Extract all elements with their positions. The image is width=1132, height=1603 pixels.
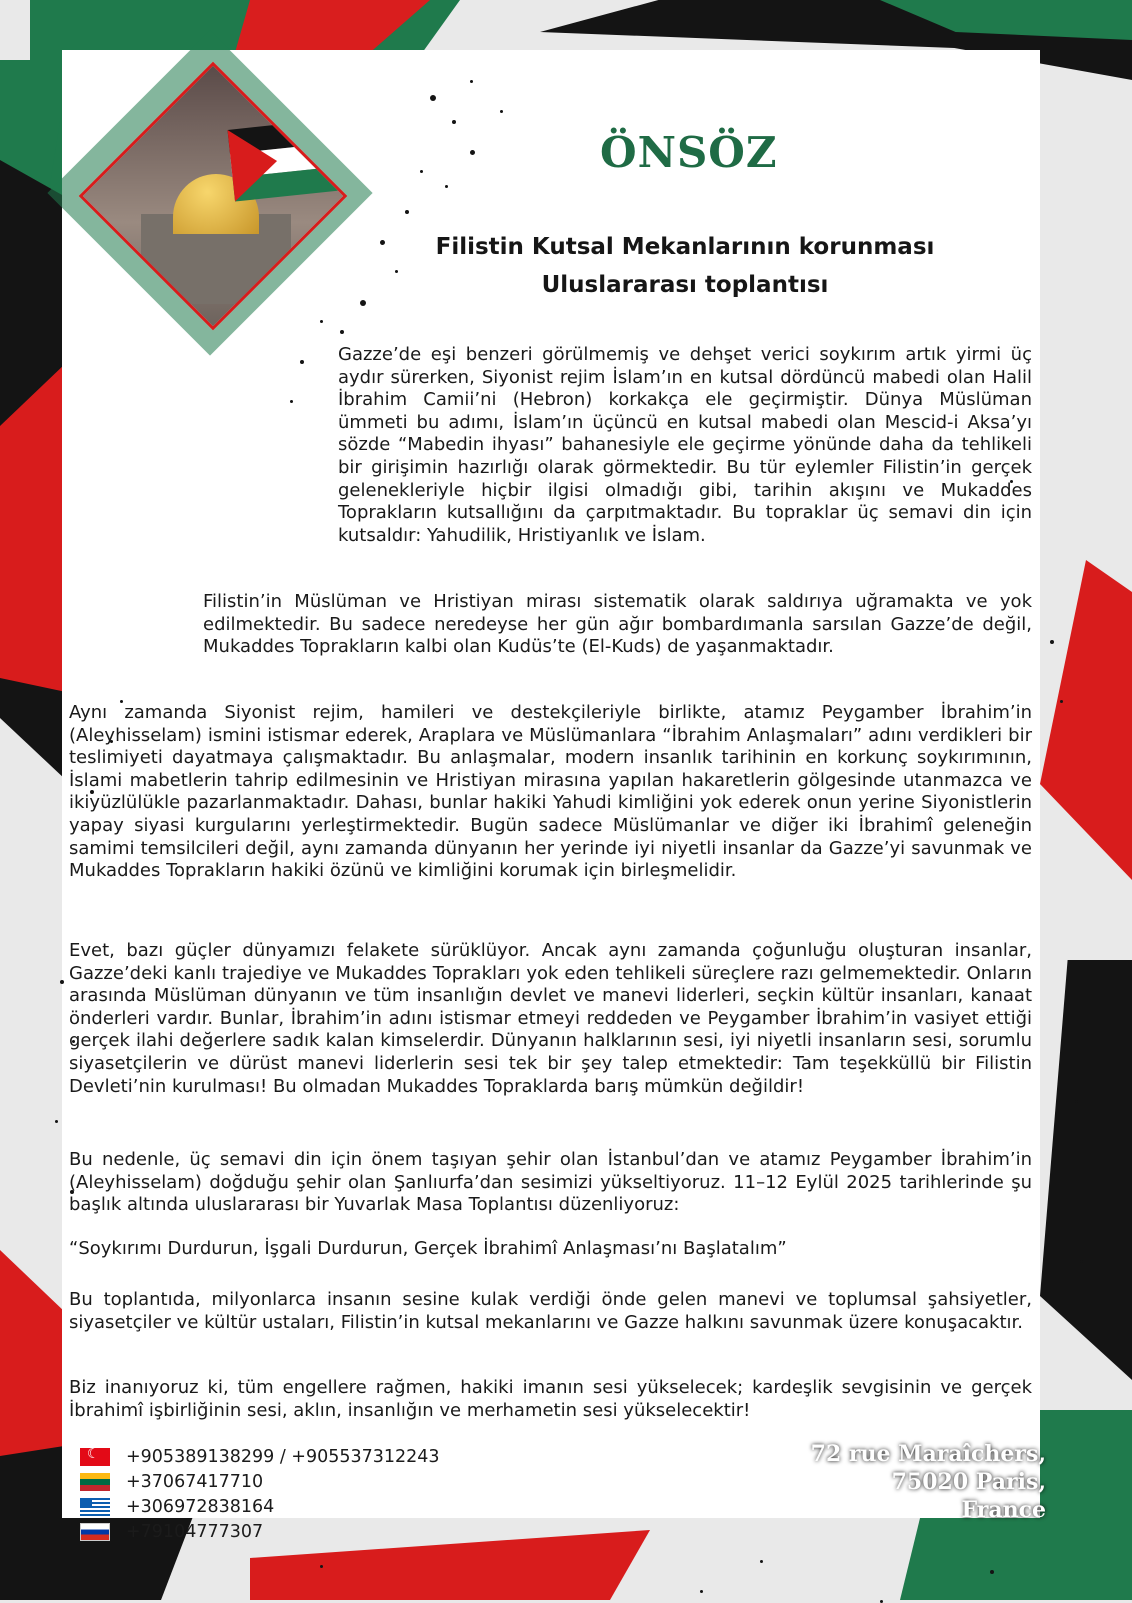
- subtitle-line: Filistin Kutsal Mekanlarının korunması: [435, 234, 935, 260]
- paragraph: Bu toplantıda, milyonlarca insanın sesine kulak verdiği önde gelen manevi ve toplumsal şahsiyetler, siyasetçiler ve kültür ustaları, Filistin’in kutsal mekanlarını ve Gazze halkını savunmak üzere konuşacaktır.: [69, 1289, 1032, 1333]
- quoted-title: “Soykırımı Durdurun, İşgali Durdurun, Gerçek İbrahimî Anlaşması’nı Başlatalım”: [69, 1238, 787, 1259]
- contact-list: [80, 1444, 440, 1544]
- page-subtitle: [395, 228, 975, 304]
- address-line: 75020 Paris,: [891, 1469, 1046, 1495]
- russia-flag-icon: [80, 1523, 110, 1541]
- greece-flag-icon: [80, 1498, 110, 1516]
- turkey-flag-icon: [80, 1448, 110, 1466]
- lithuania-flag-icon: [80, 1473, 110, 1491]
- contact-item: [80, 1444, 440, 1469]
- contact-item: [80, 1519, 440, 1544]
- paragraph: Aynı zamanda Siyonist rejim, hamileri ve destekçileriyle birlikte, atamız Peygamber İbrahim’in (Aleyhisselam) ismini istismar ederek, Araplara ve Müslümanlara “İbrahim Anlaşmaları” adını verdikleri bir teslimiyeti dayatmaya çalışmaktadır. Bu anlaşmalar, modern insanlık tarihinin en korkunç soykırımının, İslami mabetlerin tahrip edilmesinin ve Hristiyan mirasına yapılan hakaretlerin gölgesinde utanmazca ve ikiyüzlülükle pazarlanmaktadır. Dahası, bunlar hakiki Yahudi kimliğini yok ederek onun yerine Siyonistlerin yapay siyasi kurgularını yerleştirmektedir. Bugün sadece Müslümanlar ve diğer iki İbrahimî geleneğin samimi temsilcileri değil, aynı zamanda dünyanın her yerinde iyi niyetli insanlar da Gazze’yi savunmak ve Mukaddes Toprakların hakiki özünü ve kimliğini korumak için birleşmelidir.: [69, 702, 1032, 882]
- address-line: France: [961, 1497, 1046, 1523]
- paragraph: Gazze’de eşi benzeri görülmemiş ve dehşet verici soykırım artık yirmi üç aydır sürerken, Siyonist rejim İslam’ın en kutsal dördüncü mabedi olan Halil İbrahim Camii’ni (Hebron) korkakça ele geçirmiştir. Dünya Müslüman ümmeti bu adımı, İslam’ın üçüncü en kutsal mabedi olan Mescid-i Aksa’yı sözde “Mabedin ihyası” bahanesiyle ele geçirme yönünde daha da tehlikeli bir girişimin hazırlığı olarak görmektedir. Bu tür eylemler Filistin’in gerçek gelenekleriyle hiçbir ilgisi olmadığı gibi, tarihin akışını ve Mukaddes Toprakların kutsallığını da çarpıtmaktadır. Bu topraklar üç semavi din için kutsaldır: Yahudilik, Hristiyanlık ve İslam.: [338, 344, 1032, 546]
- phone-number[interactable]: +37067417710: [126, 1471, 264, 1492]
- contact-item: [80, 1494, 440, 1519]
- page-title: ÖNSÖZ: [600, 128, 778, 177]
- phone-number[interactable]: +306972838164: [126, 1496, 275, 1517]
- address-line: 72 rue Maraîchers,: [810, 1441, 1046, 1467]
- paragraph: Bu nedenle, üç semavi din için önem taşıyan şehir olan İstanbul’dan ve atamız Peygamber İbrahim’in (Aleyhisselam) doğduğu şehir olan Şanlıurfa’dan sesimizi yükseltiyoruz. 11–12 Eylül 2025 tarihlerinde şu başlık altında uluslararası bir Yuvarlak Masa Toplantısı düzenliyoruz:: [69, 1149, 1032, 1216]
- phone-number[interactable]: +905389138299 / +905537312243: [126, 1446, 440, 1467]
- paragraph: Biz inanıyoruz ki, tüm engellere rağmen, hakiki imanın sesi yükselecek; kardeşlik sevgisinin ve gerçek İbrahimî işbirliğinin sesi, aklın, insanlığın ve merhametin sesi yükselecektir!: [69, 1377, 1032, 1421]
- paragraph: Evet, bazı güçler dünyamızı felakete sürüklüyor. Ancak aynı zamanda çoğunluğu oluşturan insanlar, Gazze’deki kanlı trajediye ve Mukaddes Toprakları yok eden tehlikeli süreçlere razı gelmemektedir. Onların arasında Müslüman dünyanın ve tüm insanlığın devlet ve manevi liderleri, seçkin kültür insanları, kanaat önderleri vardır. Bunlar, İbrahim’in adını istismar etmeyi reddeden ve Peygamber İbrahim’in vasiyet ettiği gerçek ilahi değerlere sadık kalan kimselerdir. Dünyanın halklarının sesi, iyi niyetli insanların sesi, sorumlu siyasetçilerin ve dürüst manevi liderlerin sesi tek bir şey talep etmektedir: Tam teşekküllü bir Filistin Devleti’nin kurulması! Bu olmadan Mukaddes Topraklarda barış mümkün değildir!: [69, 940, 1032, 1097]
- paragraph: Filistin’in Müslüman ve Hristiyan mirası sistematik olarak saldırıya uğramakta ve yok edilmektedir. Bu sadece neredeyse her gün ağır bombardımanla sarsılan Gazze’de değil, Mukaddes Toprakların kalbi olan Kudüs’te (El-Kuds) de yaşanmaktadır.: [203, 591, 1032, 658]
- contact-item: [80, 1469, 440, 1494]
- address-block: [811, 1440, 1046, 1524]
- subtitle-line: Uluslararası toplantısı: [541, 272, 829, 298]
- phone-number[interactable]: +79104777307: [126, 1521, 264, 1542]
